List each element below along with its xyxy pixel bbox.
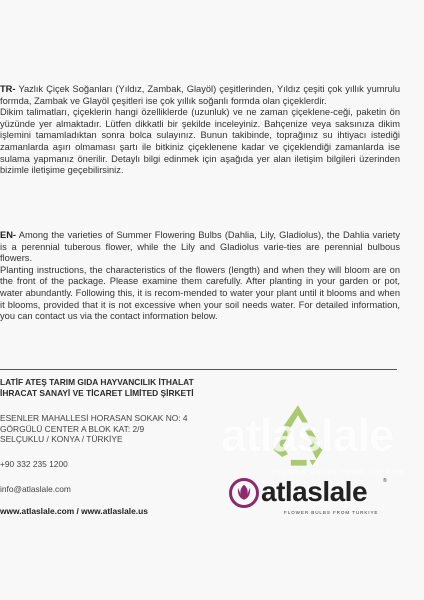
english-lead: EN- [0, 230, 17, 240]
website-links: www.atlaslale.com / www.atlaslale.us [0, 506, 148, 516]
company-address [0, 413, 240, 445]
turkish-description [0, 84, 400, 177]
address-line-2: GÖRGÜLÜ CENTER A BLOK KAT: 2/9 [0, 423, 145, 434]
company-name [0, 377, 260, 399]
english-paragraph-2: Planting instructions, the characteristics of the flowers (length) and when they will bloom are on the front of the package. Please examine them carefully. After planting in your garden or pot, water abundantly. Following this, it is recom-mended to water your plant until it blooms and when it blooms, provided that it is not excessive when your soil needs water. For detailed information, you can contact us via the contact information below. [0, 264, 400, 322]
logo-tagline: FLOWER BULBS FROM TURKIYE [284, 510, 379, 515]
english-paragraph-1: Among the varieties of Summer Flowering Bulbs (Dahlia, Lily, Gladiolus), the Dahlia variety is a perennial tuberous flower, while the Lily and Gladiolus varie-ties are perennial bulbous flowers. [0, 230, 400, 264]
english-description [0, 230, 400, 323]
section-divider [0, 369, 397, 370]
address-line-3: SELÇUKLU / KONYA / TÜRKİYE [0, 434, 123, 445]
phone-number: +90 332 235 1200 [0, 459, 68, 469]
email-address: info@atlaslale.com [0, 484, 71, 494]
company-name-line-1: LATİF ATEŞ TARIM GIDA HAYVANCILIK İTHALAT [0, 377, 194, 387]
watermark-tagline: FLOWER BULBS FROM TURKIYE [272, 470, 406, 476]
brand-logo [229, 472, 389, 520]
tulip-logo-icon [229, 478, 259, 508]
company-name-line-2: İHRACAT SANAYİ VE TİCARET LİMİTED ŞİRKETİ [0, 388, 194, 398]
turkish-paragraph-1: Yazlık Çiçek Soğanları (Yıldız, Zambak, Glayöl) çeşitlerinden, Yıldız çeşiti çok yıllık yumrulu formda, Zambak ve Glayöl çeşitleri ise çok yıllık soğanlı formda olan çiçeklerdir. [0, 84, 400, 106]
turkish-lead: TR- [0, 84, 16, 94]
turkish-paragraph-2: Dikim talimatları, çiçeklerin hangi özelliklerde (uzunluk) ve ne zaman çiçeklene-ceği, paketin ön yüzünde yer almaktadır. Lütfen dikkatli bir şekilde inceleyiniz. Bahçenize veya saksınıza dikim işlemini tamamladıktan sonra bolca sulayınız. Bunun takibinde, toprağınız su ihtiyacı istediği zamanlarda aşırı olmaması şartı ile bitkiniz çiçeklenene kadar ve çiçeklendiği zamanlarda ise sulama yapmanız önerilir. Detaylı bilgi edinmek için aşağıda yer alan iletişim bilgileri üzerinden bizimle iletişime geçebilirsiniz. [0, 107, 400, 176]
watermark-brand-text: atlaslale [221, 409, 394, 461]
registered-mark: ® [383, 478, 387, 484]
logo-brand-text: atlaslale [261, 476, 368, 507]
address-line-1: ESENLER MAHALLESİ HORASAN SOKAK NO: 4 [0, 413, 188, 423]
